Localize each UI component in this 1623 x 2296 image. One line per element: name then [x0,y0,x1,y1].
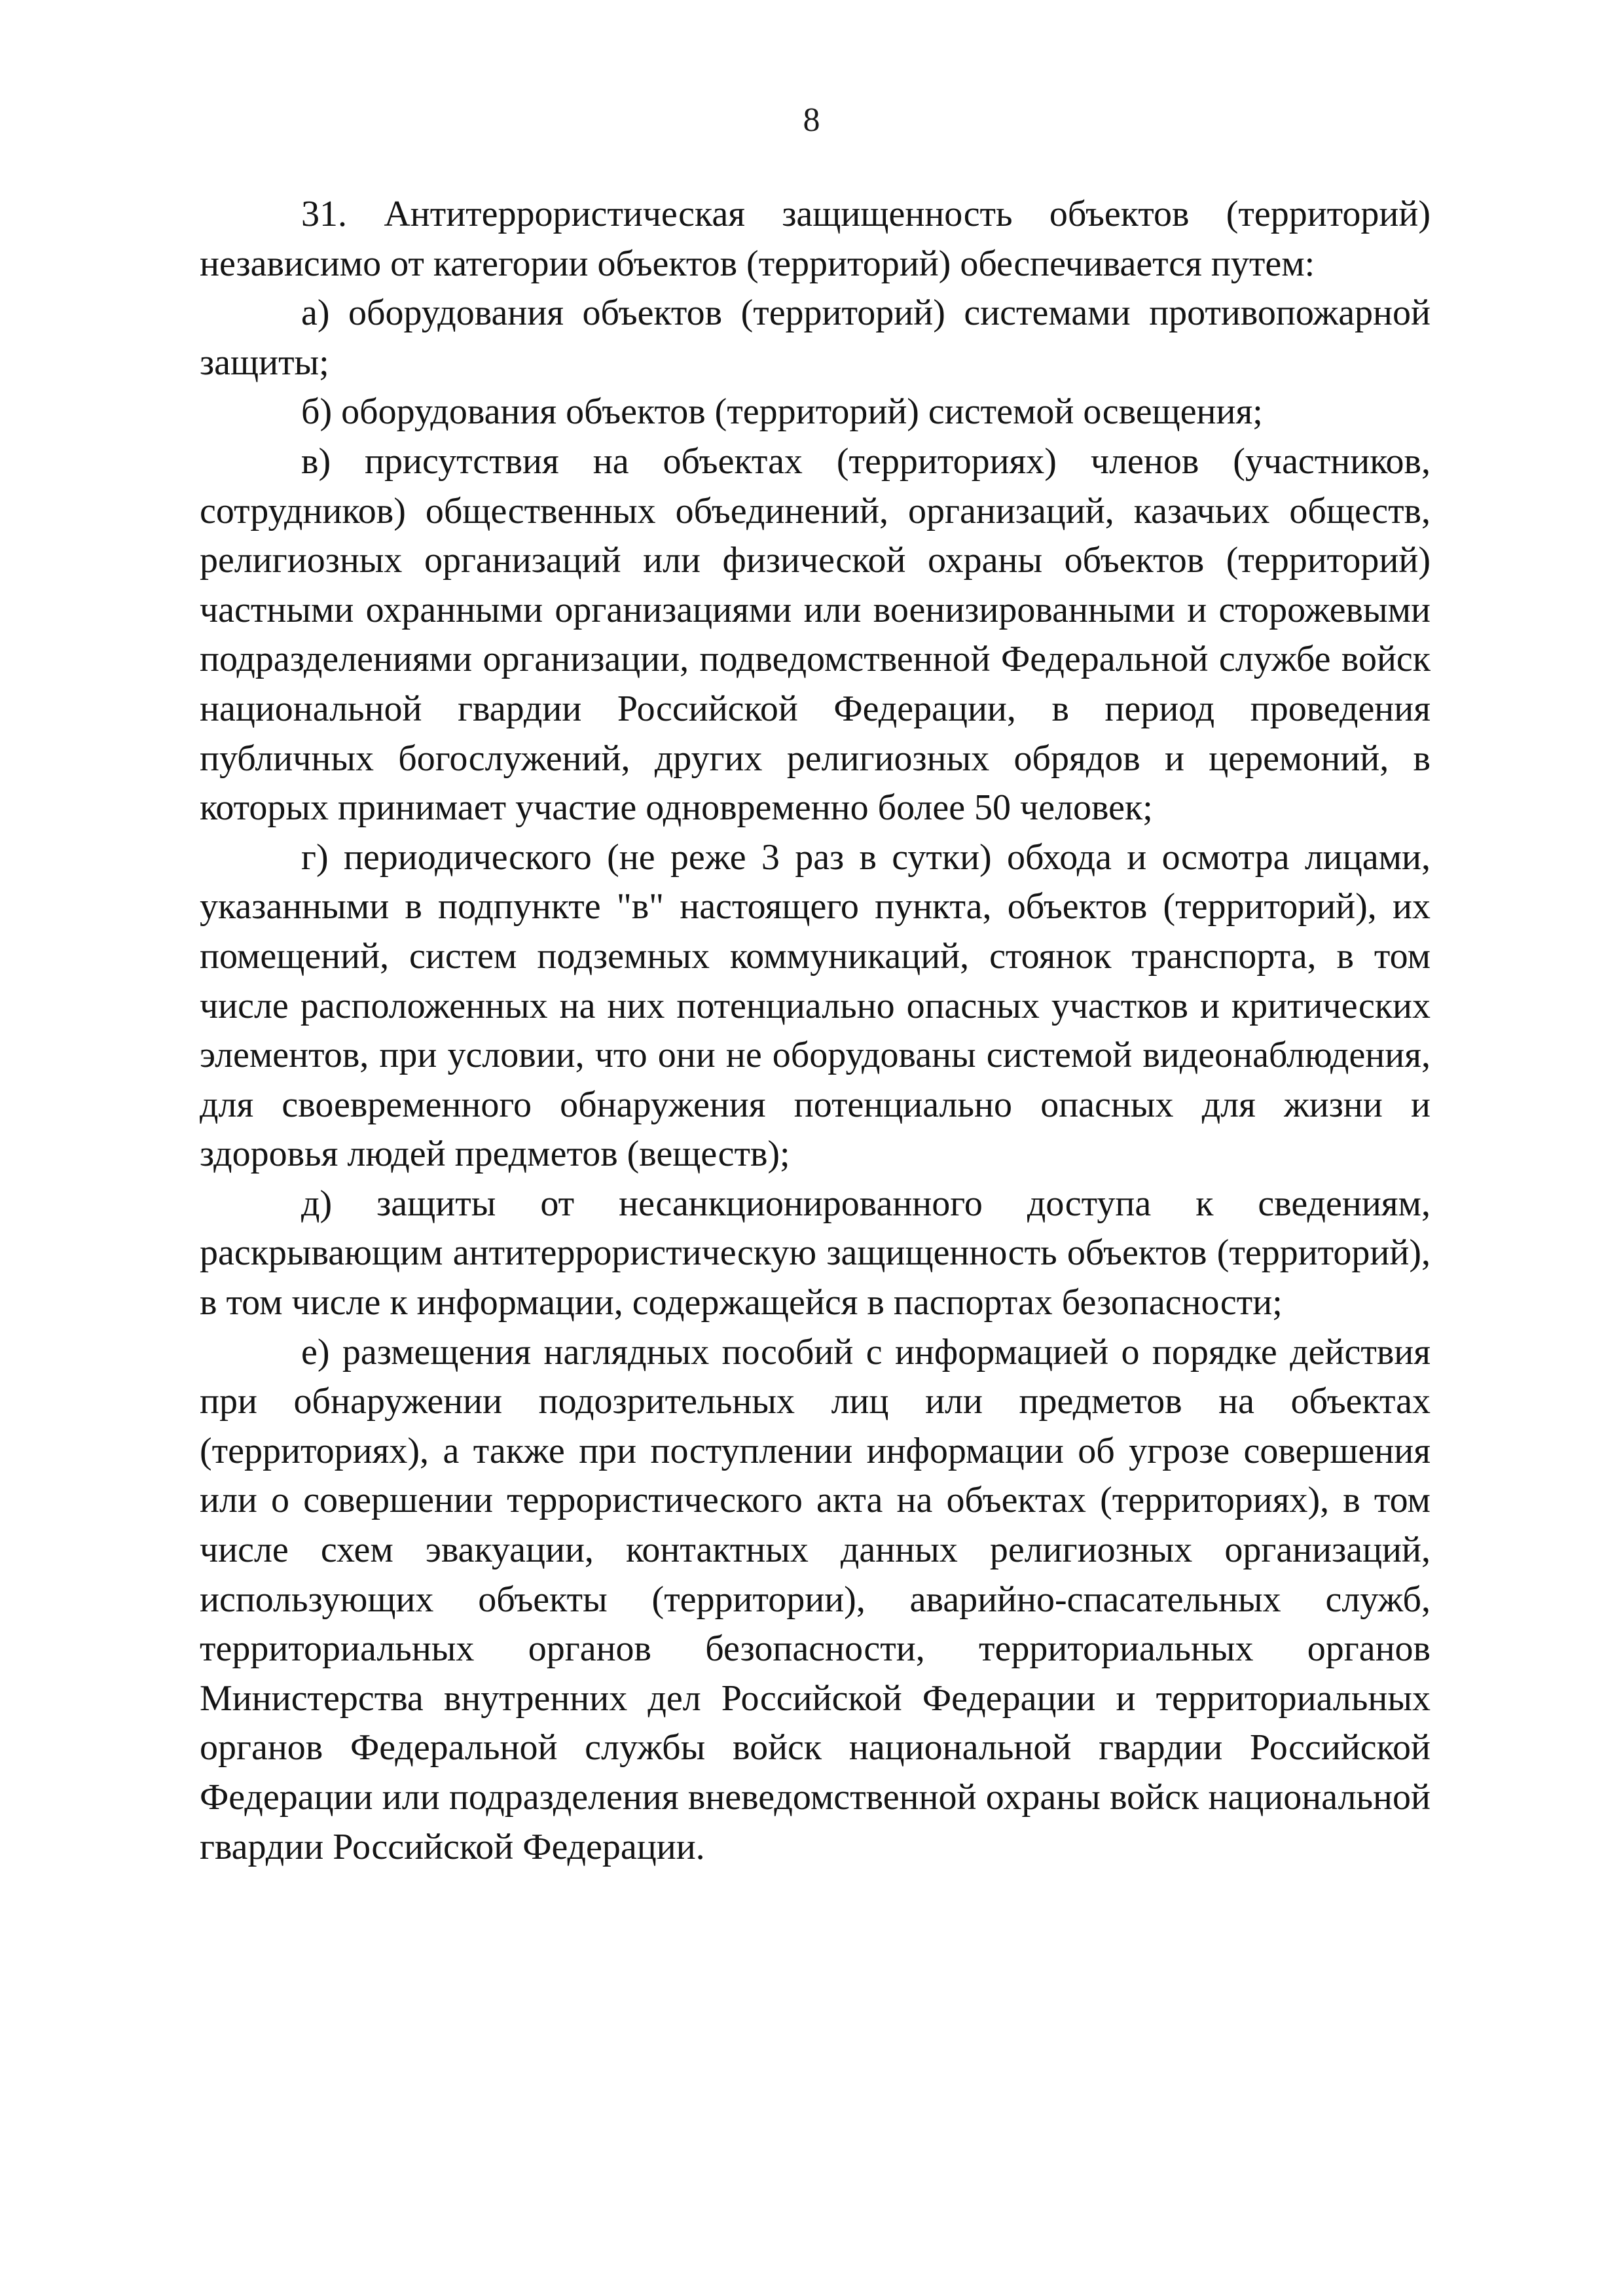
paragraph-item-d: д) защиты от несанкционированного доступа к сведениям, раскрывающим антитеррористическую защищенность объектов (территорий), в том числе к информации, содержащейся в паспортах безопасности; [200,1183,1431,1323]
page-number: 8 [803,101,820,139]
paragraph-item-a: а) оборудования объектов (территорий) системами противопожарной защиты; [200,293,1431,383]
paragraph-item-e: е) размещения наглядных пособий с информацией о порядке действия при обнаружении подозрительных лиц или предметов на объектах (территориях), а также при поступлении информации об угрозе совершения или о совершении террористического акта на объектах (территориях), в том числе схем эвакуации, контактных данных религиозных организаций, использующих объекты (территории), аварийно-спасательных служб, территориальных органов безопасности, территориальных органов Министерства внутренних дел Российской Федерации и территориальных органов Федеральной службы войск национальной гвардии Российской Федерации или подразделения вневедомственной охраны войск национальной гвардии Российской Федерации. [200,1331,1431,1867]
document-body [200,190,1431,1872]
paragraph-item-v: в) присутствия на объектах (территориях) членов (участников, сотрудников) общественных объединений, организаций, казачьих обществ, религиозных организаций или физической охраны объектов (территорий) частными охранными организациями или военизированными и сторожевыми подразделениями организации, подведомственной Федеральной службе войск национальной гвардии Российской Федерации, в период проведения публичных богослужений, других религиозных обрядов и церемоний, в которых принимает участие одновременно более 50 человек; [200,440,1431,829]
paragraph-item-b: б) оборудования объектов (территорий) системой освещения; [301,391,1263,433]
paragraph-item-g: г) периодического (не реже 3 раз в сутки) обхода и осмотра лицами, указанными в подпункте "в" настоящего пункта, объектов (территорий), их помещений, систем подземных коммуникаций, стоянок транспорта, в том числе расположенных на них потенциально опасных участков и критических элементов, при условии, что они не оборудованы системой видеонаблюдения, для своевременного обнаружения потенциально опасных для жизни и здоровья людей предметов (веществ); [200,836,1431,1175]
paragraph-31-intro: 31. Антитеррористическая защищенность объектов (территорий) независимо от категории объектов (территорий) обеспечивается путем: [200,194,1431,284]
